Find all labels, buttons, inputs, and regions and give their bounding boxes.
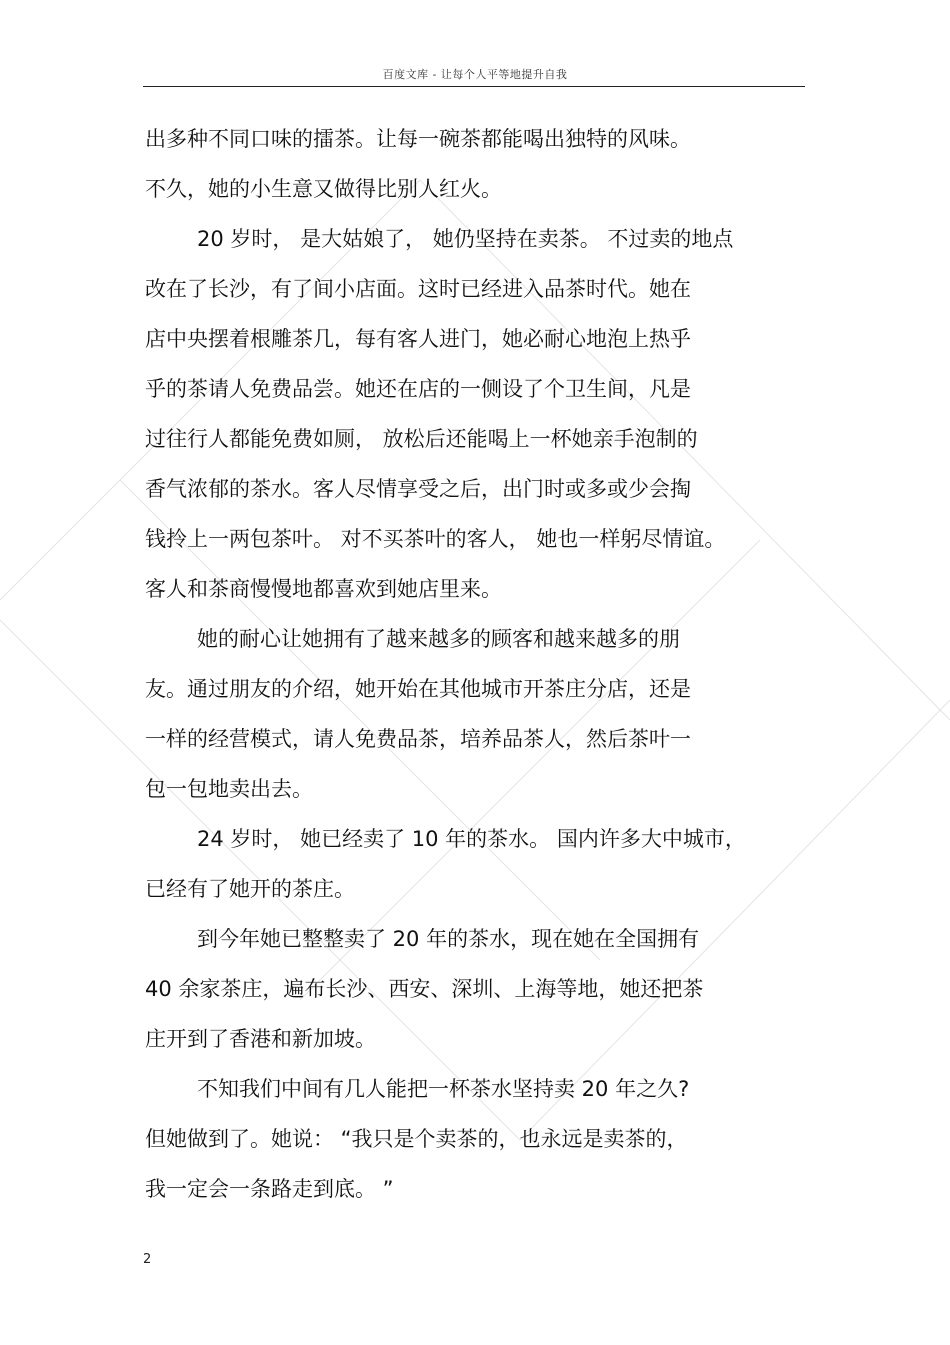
paragraph-start-line: 她的耐心让她拥有了越来越多的顾客和越来越多的朋 xyxy=(197,627,680,651)
text-line: 已经有了她开的茶庄。 xyxy=(145,877,355,901)
paragraph-start-line: 20 岁时， 是大姑娘了， 她仍坚持在卖茶。 不过卖的地点 xyxy=(197,227,734,251)
text-line: 40 余家茶庄，遍布长沙、西安、深圳、上海等地，她还把茶 xyxy=(145,977,704,1001)
text-line: 乎的茶请人免费品尝。她还在店的一侧设了个卫生间，凡是 xyxy=(145,377,691,401)
page-header: 百度文库 - 让每个人平等地提升自我 xyxy=(382,68,568,81)
body-text xyxy=(145,123,805,1223)
text-line: 店中央摆着根雕茶几，每有客人进门，她必耐心地泡上热乎 xyxy=(145,327,691,351)
text-line: 钱拎上一两包茶叶。 对不买茶叶的客人， 她也一样躬尽情谊。 xyxy=(145,527,726,551)
text-line: 庄开到了香港和新加坡。 xyxy=(145,1027,376,1051)
text-line: 香气浓郁的茶水。客人尽情享受之后，出门时或多或少会掏 xyxy=(145,477,691,501)
text-line: 包一包地卖出去。 xyxy=(145,777,313,801)
text-line: 改在了长沙，有了间小店面。这时已经进入品茶时代。她在 xyxy=(145,277,691,301)
text-line: 友。通过朋友的介绍，她开始在其他城市开茶庄分店，还是 xyxy=(145,677,691,701)
header-divider xyxy=(143,86,805,87)
paragraph-start-line: 不知我们中间有几人能把一杯茶水坚持卖 20 年之久? xyxy=(197,1077,690,1101)
text-line: 不久，她的小生意又做得比别人红火。 xyxy=(145,177,502,201)
text-line: 我一定会一条路走到底。 ” xyxy=(145,1177,394,1201)
text-line: 出多种不同口味的擂茶。让每一碗茶都能喝出独特的风味。 xyxy=(145,127,691,151)
text-line: 客人和茶商慢慢地都喜欢到她店里来。 xyxy=(145,577,502,601)
text-line: 一样的经营模式，请人免费品茶，培养品茶人，然后茶叶一 xyxy=(145,727,691,751)
paragraph-start-line: 到今年她已整整卖了 20 年的茶水，现在她在全国拥有 xyxy=(197,927,700,951)
text-line: 过往行人都能免费如厕， 放松后还能喝上一杯她亲手泡制的 xyxy=(145,427,698,451)
text-line: 但她做到了。她说： “我只是个卖茶的，也永远是卖茶的， xyxy=(145,1127,688,1151)
paragraph-start-line: 24 岁时， 她已经卖了 10 年的茶水。 国内许多大中城市， xyxy=(197,827,746,851)
page-number: 2 xyxy=(143,1252,152,1267)
